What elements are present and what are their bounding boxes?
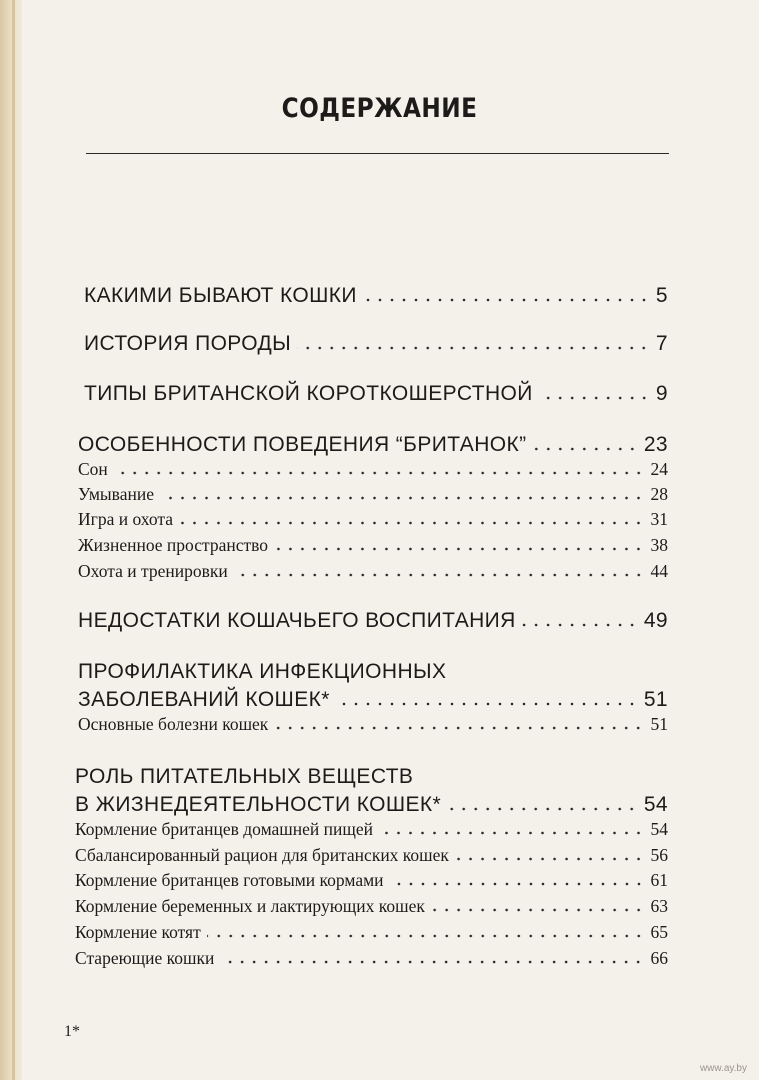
watermark: www.ay.by — [699, 1063, 747, 1074]
toc-section-title: Жизненное пространство — [78, 535, 269, 555]
toc-section — [75, 872, 668, 890]
toc-section — [75, 924, 668, 942]
toc-section-title: Охота и тренировки — [78, 561, 228, 581]
dot-leader — [431, 908, 645, 912]
toc-chapter-title: ОСОБЕННОСТИ ПОВЕДЕНИЯ “БРИТАНОК” — [78, 433, 527, 456]
toc-section-title: Сон — [78, 459, 108, 479]
toc-section — [75, 950, 668, 968]
toc-section — [75, 847, 668, 865]
dot-leader — [390, 882, 645, 886]
toc-chapter — [78, 610, 668, 631]
toc-page-number: 66 — [650, 948, 668, 968]
toc-section — [78, 486, 668, 504]
page-title: СОДЕРЖАНИЕ — [281, 93, 478, 124]
dot-leader — [114, 471, 645, 475]
toc-chapter — [78, 689, 668, 710]
dot-leader — [234, 573, 645, 577]
toc-page-number: 38 — [650, 535, 668, 555]
toc-section — [78, 511, 668, 529]
toc-page-number: 54 — [650, 819, 668, 839]
toc-section-title: Умывание — [78, 484, 154, 504]
toc-chapter-title: В ЖИЗНЕДЕЯТЕЛЬНОСТИ КОШЕК* — [75, 793, 442, 816]
dot-leader — [207, 934, 645, 938]
toc-section — [75, 821, 668, 839]
toc-page-number: 51 — [650, 714, 668, 734]
dot-leader — [363, 298, 650, 302]
toc-chapter — [78, 434, 668, 455]
toc-chapter — [84, 383, 668, 404]
dot-leader — [220, 960, 644, 964]
toc-page-number: 24 — [650, 459, 668, 479]
toc-page-number: 65 — [650, 922, 668, 942]
dot-leader — [179, 521, 645, 525]
dot-leader — [447, 807, 638, 811]
toc-chapter-title: ИСТОРИЯ ПОРОДЫ — [84, 332, 292, 355]
toc-chapter-title: ТИПЫ БРИТАНСКОЙ КОРОТКОШЕРСТНОЙ — [84, 382, 533, 405]
toc-section — [78, 563, 668, 581]
toc-chapter-title: КАКИМИ БЫВАЮТ КОШКИ — [84, 284, 357, 307]
toc-page-number: 23 — [643, 433, 668, 456]
toc-page-number: 54 — [643, 793, 668, 816]
dot-leader — [274, 547, 644, 551]
toc-section-title: Кормление британцев готовыми кормами — [75, 870, 384, 890]
toc-page-number: 28 — [650, 484, 668, 504]
toc-section — [78, 537, 668, 555]
dot-leader — [522, 623, 638, 627]
toc-section-title: Игра и охота — [78, 509, 173, 529]
dot-leader — [274, 726, 644, 730]
dot-leader — [539, 396, 650, 400]
toc-section-title: Кормление беременных и лактирующих кошек — [75, 896, 425, 916]
toc-section-title: Основные болезни кошек — [78, 714, 269, 734]
toc-chapter-title: НЕДОСТАТКИ КОШАЧЬЕГО ВОСПИТАНИЯ — [78, 609, 516, 632]
toc-section-title: Сбалансированный рацион для британских кошек — [75, 845, 449, 865]
toc-section-title: Кормление британцев домашней пищей — [75, 819, 373, 839]
toc-page-number: 5 — [655, 284, 668, 307]
toc-chapter-title: ПРОФИЛАКТИКА ИНФЕКЦИОННЫХ — [78, 660, 447, 683]
dot-leader — [533, 447, 638, 451]
toc-page-number: 51 — [643, 688, 668, 711]
toc-section — [78, 716, 668, 734]
toc-chapter — [84, 285, 668, 306]
toc-page-number: 31 — [650, 509, 668, 529]
toc-section-title: Стареющие кошки — [75, 948, 215, 968]
toc-section — [75, 898, 668, 916]
toc-page-number: 61 — [650, 870, 668, 890]
toc-chapter — [75, 794, 668, 815]
toc-page-number: 63 — [650, 896, 668, 916]
toc-page-number: 44 — [650, 561, 668, 581]
dot-leader — [160, 496, 645, 500]
toc-chapter-title: РОЛЬ ПИТАТЕЛЬНЫХ ВЕЩЕСТВ — [75, 765, 414, 788]
toc-page-number: 7 — [655, 332, 668, 355]
toc-page-number: 49 — [643, 609, 668, 632]
dot-leader — [379, 831, 645, 835]
dot-leader — [455, 857, 645, 861]
toc-section — [78, 461, 668, 479]
toc-chapter — [84, 333, 668, 354]
toc-section-title: Кормление котят — [75, 922, 201, 942]
toc-page-number: 56 — [650, 845, 668, 865]
toc-chapter-title: ЗАБОЛЕВАНИЙ КОШЕК* — [78, 688, 330, 711]
toc-page-number: 9 — [655, 382, 668, 405]
dot-leader — [297, 346, 650, 350]
folio-signature: 1* — [64, 1023, 80, 1040]
dot-leader — [336, 702, 638, 706]
